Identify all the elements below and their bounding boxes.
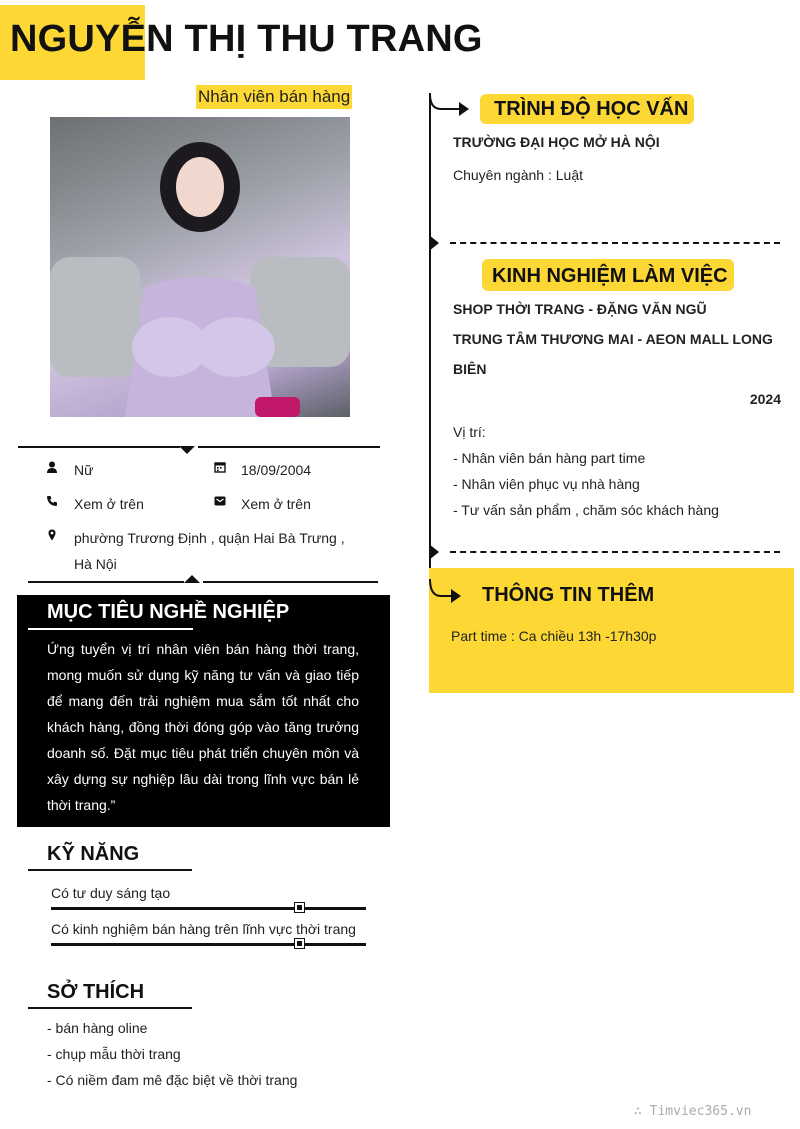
candidate-position: Nhân viên bán hàng — [196, 85, 352, 109]
section-separator — [450, 551, 780, 553]
address-line-1: phường Trương Định , quận Hai Bà Trưng , — [74, 530, 345, 546]
watermark: ∴ Timviec365.vn — [634, 1104, 752, 1119]
extra-info-title: THÔNG TIN THÊM — [482, 584, 655, 606]
timeline-marker — [429, 544, 443, 560]
education-title: TRÌNH ĐỘ HỌC VẤN — [494, 98, 689, 120]
divider — [198, 446, 380, 448]
skill-level-marker — [294, 902, 305, 913]
section-separator — [450, 242, 780, 244]
education-school: TRƯỜNG ĐẠI HỌC MỞ HÀ NỘI — [453, 134, 660, 150]
experience-duty: - Nhân viên bán hàng part time — [453, 450, 646, 466]
hobbies-underline — [28, 1007, 192, 1009]
skill-bar — [51, 907, 366, 910]
experience-position-label: Vị trí: — [453, 424, 486, 440]
experience-duty: - Tư vấn sản phẩm , chăm sóc khách hàng — [453, 502, 719, 518]
experience-company-2: TRUNG TÂM THƯƠNG MAI - AEON MALL LONG — [453, 331, 773, 347]
experience-company-1: SHOP THỜI TRANG - ĐẶNG VĂN NGŨ — [453, 301, 707, 317]
experience-company-2-cont: BIÊN — [453, 361, 487, 377]
divider — [28, 581, 184, 583]
hobby-item: - Có niềm đam mê đặc biệt về thời trang — [47, 1072, 298, 1088]
email-value: Xem ở trên — [241, 496, 311, 512]
skill-name: Có tư duy sáng tạo — [51, 885, 171, 901]
experience-duty: - Nhân viên phục vụ nhà hàng — [453, 476, 640, 492]
experience-year: 2024 — [749, 391, 781, 407]
hobbies-title: SỞ THÍCH — [47, 981, 145, 1003]
hobby-item: - chụp mẫu thời trang — [47, 1046, 181, 1062]
skills-title: KỸ NĂNG — [47, 843, 140, 865]
gender-value: Nữ — [74, 462, 94, 478]
profile-photo — [50, 117, 350, 417]
divider-arrow — [179, 446, 195, 454]
hobby-item: - bán hàng oline — [47, 1020, 148, 1036]
skill-level-marker — [294, 938, 305, 949]
objective-underline — [28, 628, 193, 630]
education-major: Chuyên ngành : Luật — [453, 167, 583, 183]
divider-arrow — [184, 575, 200, 583]
phone-icon — [46, 495, 58, 507]
user-icon — [46, 461, 58, 473]
address-line-2: Hà Nội — [74, 556, 117, 572]
divider — [203, 581, 378, 583]
calendar-icon — [214, 461, 226, 473]
extra-info-text: Part time : Ca chiều 13h -17h30p — [451, 628, 657, 644]
objective-text: Ứng tuyển vị trí nhân viên bán hàng thời trang, mong muốn sử dụng kỹ năng tư vấn và giao tiếp để mang đến trải nghiệm mua sắm tốt nhất cho khách hàng, đồng thời đóng góp vào tăng trưởng doanh số. Đặt mục tiêu phát triển chuyên môn và xây dựng sự nghiệp lâu dài trong lĩnh vực bán lẻ thời trang.” — [47, 641, 359, 813]
timeline-marker — [429, 235, 443, 251]
candidate-name: NGUYỄN THỊ THU TRANG — [10, 18, 483, 60]
divider — [18, 446, 180, 448]
skills-underline — [28, 869, 192, 871]
experience-title: KINH NGHIỆM LÀM VIỆC — [492, 265, 728, 287]
objective-title: MỤC TIÊU NGHỀ NGHIỆP — [47, 601, 290, 623]
skill-name: Có kinh nghiệm bán hàng trên lĩnh vực thời trang — [51, 921, 356, 937]
birthdate-value: 18/09/2004 — [241, 462, 312, 478]
email-icon — [214, 495, 226, 507]
arrow-right-icon — [429, 93, 471, 123]
phone-value: Xem ở trên — [74, 496, 144, 512]
map-pin-icon — [46, 529, 58, 541]
arrow-right-icon — [429, 578, 463, 608]
skill-bar — [51, 943, 366, 946]
